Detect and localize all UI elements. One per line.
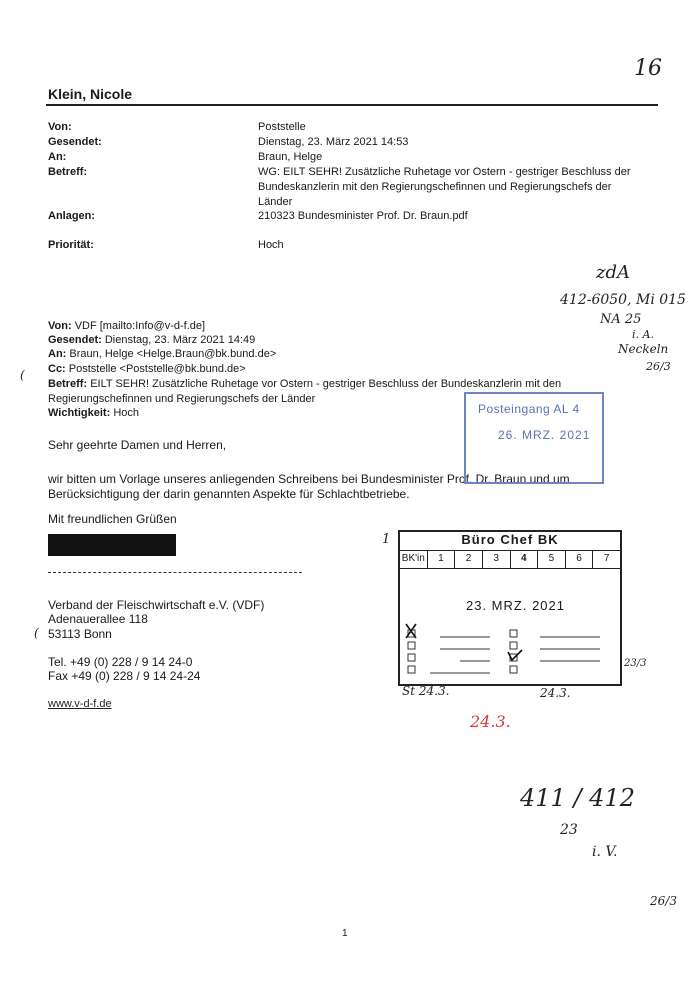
body-para-1: wir bitten um Vorlage unseres anliegenden Schreibens bei Bundesminister Prof. Dr. Braun und um	[48, 472, 570, 486]
meta-value-betreff-1: WG: EILT SEHR! Zusätzliche Ruhetage vor Ostern - gestriger Beschluss der	[258, 166, 631, 178]
handwritten-zda: zdA	[596, 262, 631, 283]
stamp-cell: 6	[566, 550, 594, 568]
handwritten-route-sub: 23	[560, 822, 578, 838]
sig-fax: Fax +49 (0) 228 / 9 14 24-24	[48, 669, 201, 683]
stamp-cell: 1	[428, 550, 456, 568]
fwd-von-value: VDF [mailto:Info@v-d-f.de]	[74, 320, 206, 332]
closing: Mit freundlichen Grüßen	[48, 512, 177, 526]
meta-value-betreff-2: Bundeskanzlerin mit den Regierungschefinnen und Regierungschefs der	[258, 181, 612, 193]
meta-label-gesendet: Gesendet:	[48, 136, 102, 148]
fwd-cc-label: Cc:	[48, 363, 66, 375]
meta-value-an: Braun, Helge	[258, 151, 323, 163]
stamp-cell: 2	[455, 550, 483, 568]
posteingang-label: Posteingang AL 4	[478, 402, 580, 416]
fwd-betreff-value-1: EILT SEHR! Zusätzliche Ruhetage vor Ostern - gestriger Beschluss der Bundeskanzlerin mit den	[90, 378, 562, 390]
handwritten-ia: i. A.	[632, 328, 654, 341]
sig-tel: Tel. +49 (0) 228 / 9 14 24-0	[48, 655, 193, 669]
fwd-betreff-label: Betreff:	[48, 378, 88, 390]
handwritten-red-date: 24.3.	[470, 712, 511, 731]
buero-chef-stamp	[398, 530, 622, 686]
handwritten-ref: 412-6050, Mi 015	[560, 292, 686, 308]
signature-separator	[48, 572, 302, 573]
fwd-gesendet-value: Dienstag, 23. März 2021 14:49	[104, 334, 256, 346]
page-number: 1	[342, 928, 348, 939]
margin-mark: (	[34, 626, 39, 640]
handwritten-s1: St 24.3.	[402, 684, 450, 698]
buero-stamp-date: 23. MRZ. 2021	[466, 598, 565, 613]
sig-city: 53113 Bonn	[48, 627, 112, 641]
handwritten-route: 411 / 412	[520, 784, 635, 812]
fwd-an-label: An:	[48, 348, 67, 360]
handwritten-top-right: 16	[634, 56, 662, 81]
margin-mark: (	[20, 368, 25, 382]
body-para-2: Berücksichtigung der darin genannten Aspekte für Schlachtbetriebe.	[48, 487, 410, 501]
fwd-betreff-value-2: Regierungschefinnen und Regierungschefs der Länder	[48, 393, 316, 405]
stamp-checkbox-area	[400, 618, 620, 682]
fwd-gesendet-label: Gesendet:	[48, 334, 102, 346]
handwritten-iv: i. V.	[592, 844, 618, 860]
fwd-wichtigkeit-value: Hoch	[113, 407, 139, 419]
meta-value-anlagen: 210323 Bundesminister Prof. Dr. Braun.pdf	[258, 210, 468, 222]
meta-label-von: Von:	[48, 121, 72, 133]
meta-label-betreff: Betreff:	[48, 166, 88, 178]
meta-label-anlagen: Anlagen:	[48, 210, 96, 222]
meta-value-betreff-3: Länder	[258, 196, 293, 208]
meta-value-gesendet: Dienstag, 23. März 2021 14:53	[258, 136, 409, 148]
meta-value-prioritaet: Hoch	[258, 239, 284, 251]
fwd-cc-value: Poststelle <Poststelle@bk.bund.de>	[68, 363, 246, 375]
margin-mark: 1	[382, 532, 391, 547]
document-title: Klein, Nicole	[48, 86, 133, 102]
buero-stamp-title: Büro Chef BK	[400, 532, 620, 551]
handwritten-date2: 26/3	[650, 894, 677, 908]
handwritten-na: NA 25	[600, 312, 642, 327]
sig-website-link[interactable]: www.v-d-f.de	[48, 698, 112, 710]
handwritten-name: Neckeln	[618, 342, 669, 356]
sig-street: Adenauerallee 118	[48, 612, 148, 626]
stamp-cell: 3	[483, 550, 511, 568]
handwritten-stamp-note: 23/3	[624, 658, 647, 669]
stamp-cell: 5	[538, 550, 566, 568]
stamp-cell-circled: 4	[511, 550, 539, 568]
meta-value-von: Poststelle	[258, 121, 306, 133]
redacted-name-block	[48, 534, 176, 556]
stamp-cell: 7	[603, 553, 610, 564]
handwritten-date1: 26/3	[646, 360, 671, 373]
fwd-an-value: Braun, Helge <Helge.Braun@bk.bund.de>	[69, 348, 277, 360]
stamp-cell: BK'in	[400, 550, 428, 568]
meta-label-prioritaet: Priorität:	[48, 239, 94, 251]
header-rule	[46, 104, 658, 106]
posteingang-date: 26. MRZ. 2021	[498, 428, 591, 442]
sig-org: Verband der Fleischwirtschaft e.V. (VDF)	[48, 598, 265, 612]
buero-stamp-cells	[400, 550, 620, 569]
meta-label-an: An:	[48, 151, 67, 163]
fwd-wichtigkeit-label: Wichtigkeit:	[48, 407, 111, 419]
greeting: Sehr geehrte Damen und Herren,	[48, 438, 227, 452]
posteingang-stamp	[464, 392, 604, 484]
handwritten-s2: 24.3.	[540, 686, 571, 700]
fwd-von-label: Von:	[48, 320, 72, 332]
